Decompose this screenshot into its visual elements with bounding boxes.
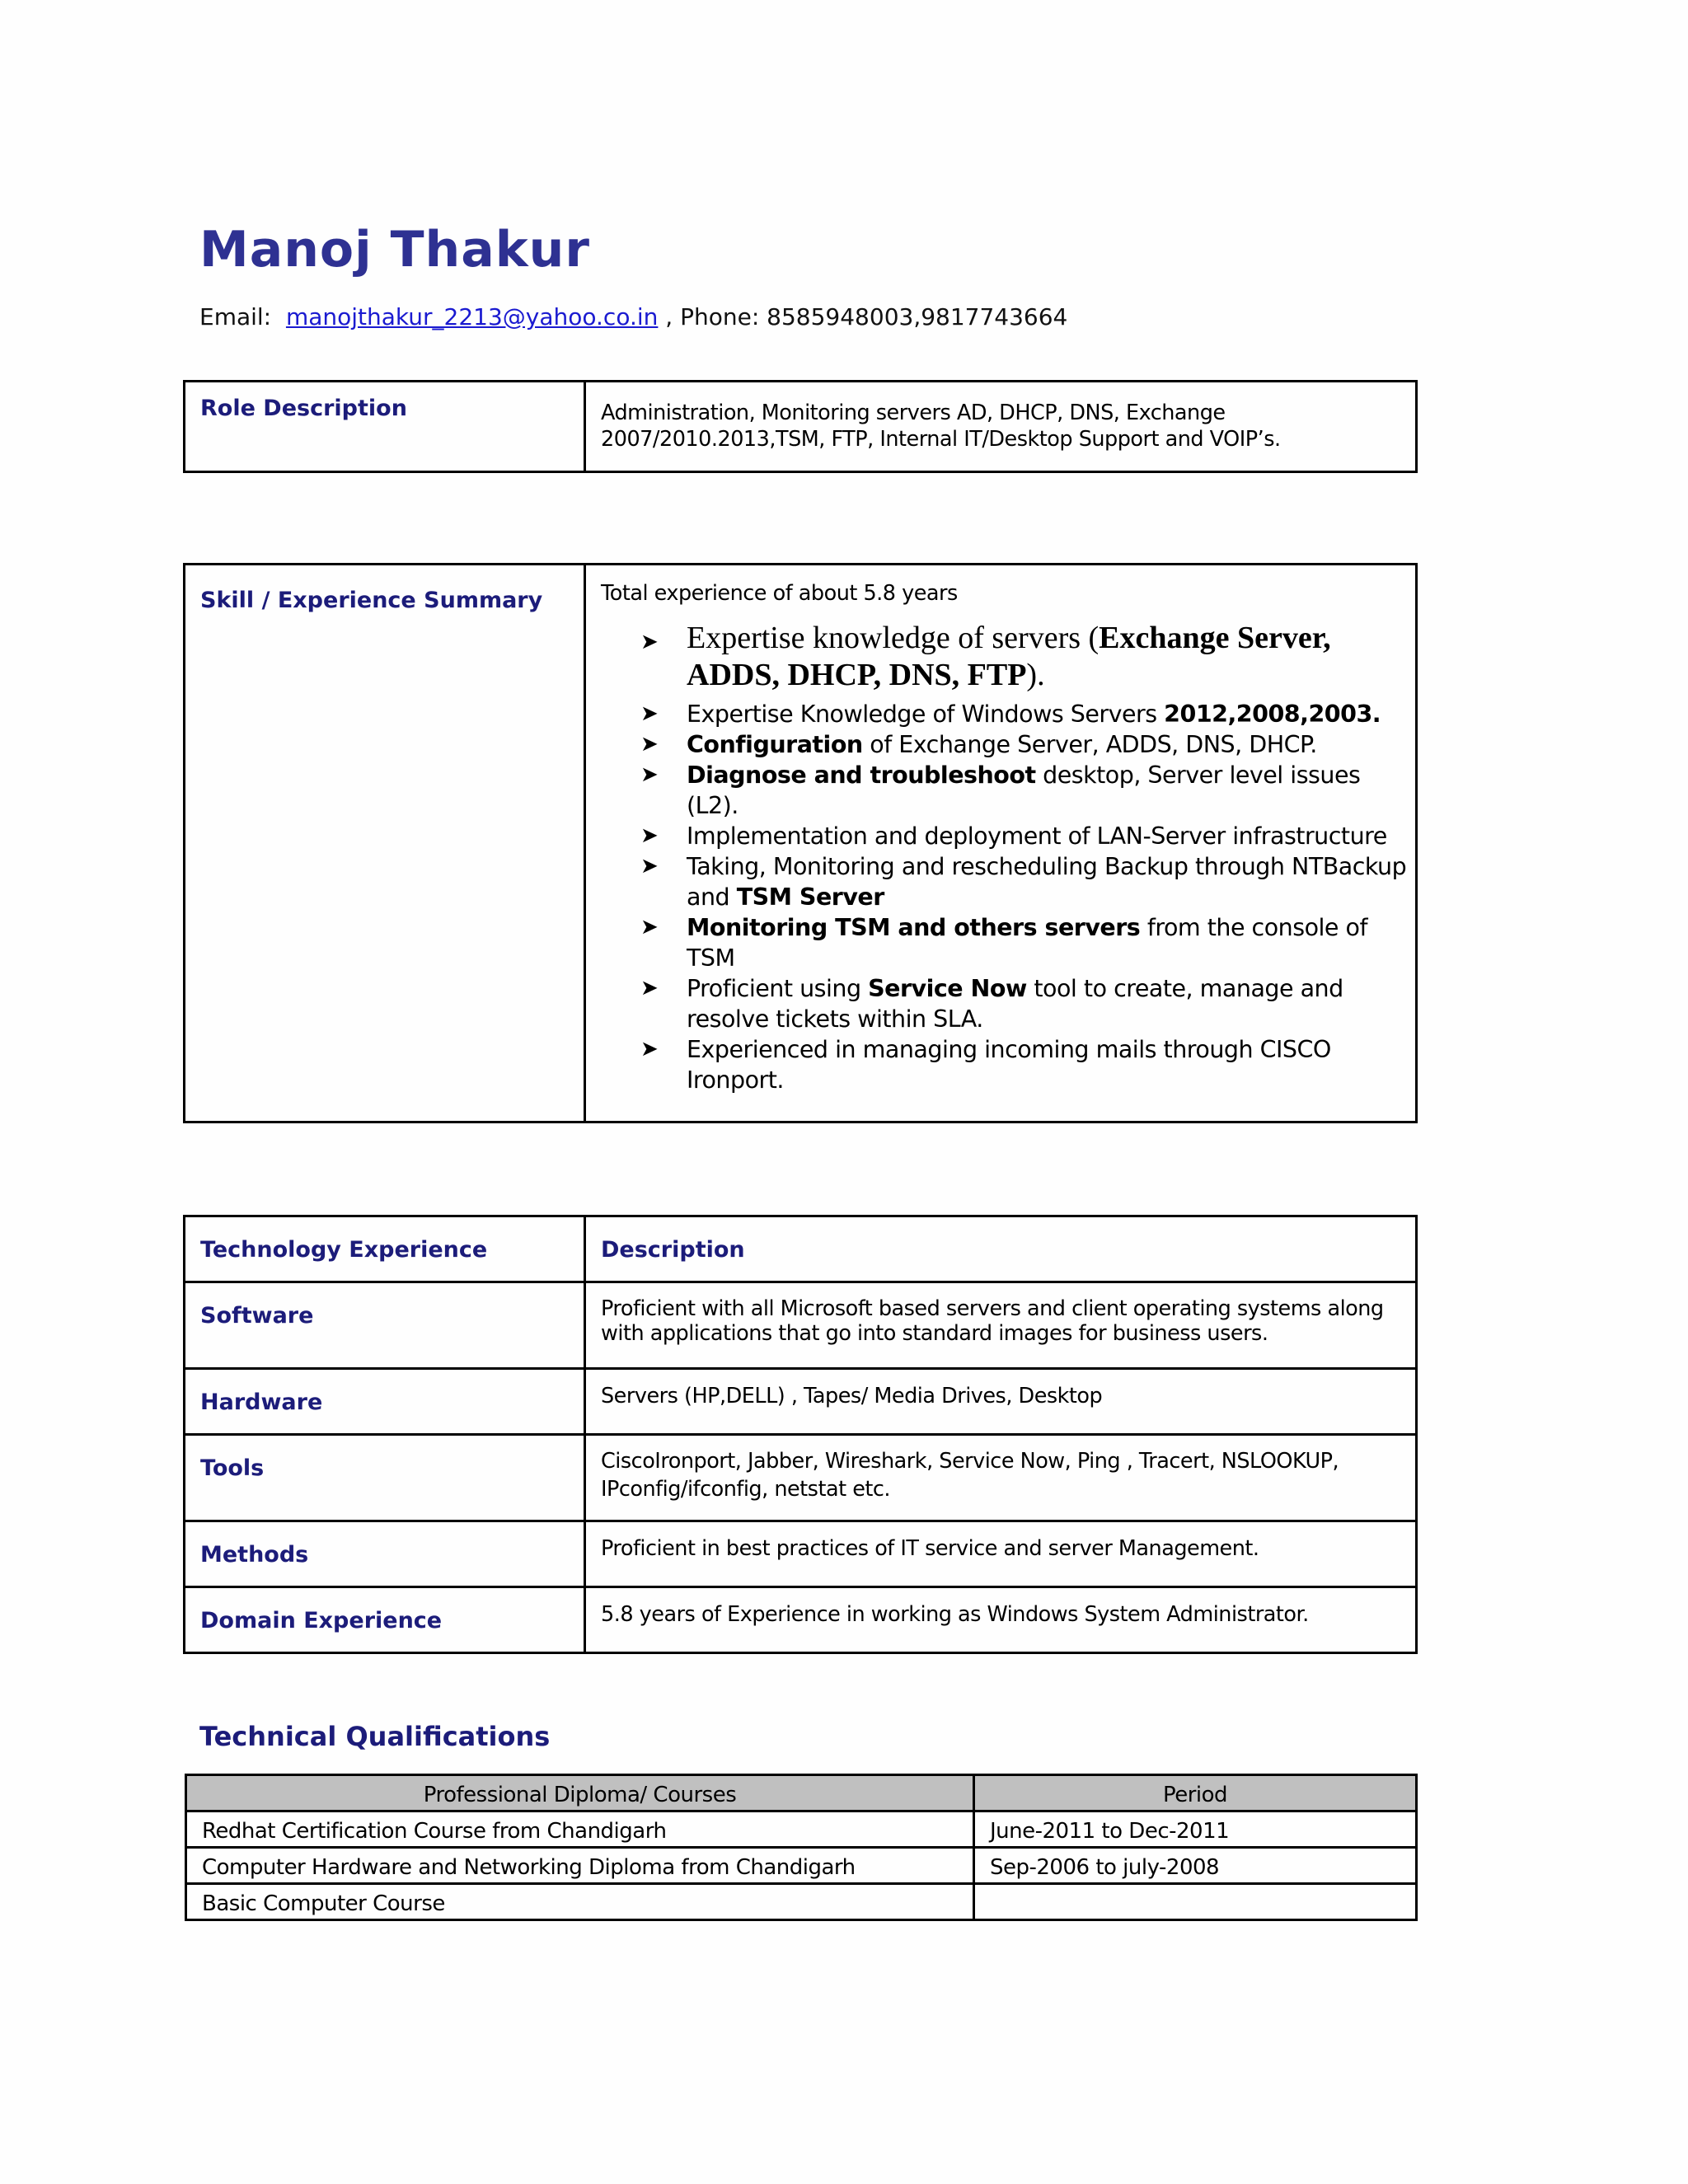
table-row [185,1369,1417,1435]
list-item: ➤ Expertise Knowledge of Windows Servers 2012,2008,2003. [640,701,1381,728]
arrow-bullet-icon: ➤ [640,823,659,848]
arrow-bullet-icon: ➤ [640,1037,659,1062]
row-label-cell [185,1369,585,1435]
row-value-cell [585,1282,1417,1369]
technology-table [183,1215,1418,1654]
course-cell: Redhat Certification Course from Chandigarh [186,1811,974,1848]
row-text: Proficient in best practices of IT service and server Management. [601,1536,1259,1561]
role-line-2: 2007/2010.2013,TSM, FTP, Internal IT/Desktop Support and VOIP’s. [601,427,1281,452]
row-label: Software [200,1303,314,1329]
table-row [185,1521,1417,1587]
contact-line [199,303,1067,330]
total-experience: Total experience of about 5.8 years [601,581,958,606]
skills-list [586,620,1415,1095]
list-item: ➤ Expertise knowledge of servers (Exchange Server, ADDS, DHCP, DNS, FTP). [640,621,1331,692]
row-label-cell [185,1587,585,1653]
row-text: Proficient with all Microsoft based servers and client operating systems along with applications that go into standard images for business users. [601,1296,1384,1346]
row-text: Servers (HP,DELL) , Tapes/ Media Drives, Desktop [601,1384,1103,1408]
email-label: Email: [199,303,272,330]
email-link[interactable]: manojthakur_2213@yahoo.co.in [285,303,659,330]
skills-table [183,563,1418,1123]
row-label-cell [185,1521,585,1587]
row-text: 5.8 years of Experience in working as Windows System Administrator. [601,1602,1309,1627]
skills-value-cell [585,565,1417,1122]
qualifications-table [185,1774,1418,1921]
column-header-period: Period [974,1775,1417,1811]
period-cell: June-2011 to Dec-2011 [974,1811,1417,1848]
arrow-bullet-icon: ➤ [640,701,659,726]
role-table [183,380,1418,473]
candidate-name: Manoj Thakur [199,221,590,279]
list-item: ➤ Diagnose and troubleshoot desktop, Server level issues (L2). [640,762,1361,819]
row-value-cell [585,1369,1417,1435]
role-line-1: Administration, Monitoring servers AD, DHCP, DNS, Exchange [601,401,1226,425]
arrow-bullet-icon: ➤ [640,915,659,940]
row-label-cell [185,1435,585,1521]
row-value-cell [585,1521,1417,1587]
table-row [186,1811,1417,1848]
list-item: ➤ Monitoring TSM and others servers from the console of TSM [640,914,1367,972]
row-label: Domain Experience [200,1608,443,1633]
period-cell [974,1884,1417,1920]
skills-label-cell [185,565,585,1122]
header-cell-right [585,1216,1417,1282]
arrow-bullet-icon: ➤ [640,854,659,879]
phone-value: 8585948003,9817743664 [767,303,1068,330]
table-row [185,1435,1417,1521]
role-value-cell [585,382,1417,472]
row-value-cell [585,1587,1417,1653]
row-label: Methods [200,1542,309,1568]
skills-label: Skill / Experience Summary [200,588,543,613]
role-label: Role Description [200,396,407,421]
list-item: ➤ Implementation and deployment of LAN-Server infrastructure [640,823,1387,850]
row-text: CiscoIronport, Jabber, Wireshark, Service Now, Ping , Tracert, NSLOOKUP, IPconfig/ifconfig, netstat etc. [601,1449,1339,1502]
table-row [186,1848,1417,1884]
list-item: ➤ Configuration of Exchange Server, ADDS, DNS, DHCP. [640,731,1317,758]
arrow-bullet-icon: ➤ [640,630,659,654]
list-item: ➤ Taking, Monitoring and rescheduling Backup through NTBackup and TSM Server [640,853,1407,911]
arrow-bullet-icon: ➤ [640,762,659,787]
arrow-bullet-icon: ➤ [640,732,659,757]
column-header-description: Description [601,1237,745,1263]
course-cell: Computer Hardware and Networking Diploma from Chandigarh [186,1848,974,1884]
column-header-technology: Technology Experience [200,1237,488,1263]
column-header-course: Professional Diploma/ Courses [186,1775,974,1811]
table-header-row [186,1775,1417,1811]
course-cell: Basic Computer Course [186,1884,974,1920]
row-label: Hardware [200,1390,323,1415]
period-cell: Sep-2006 to july-2008 [974,1848,1417,1884]
table-row [186,1884,1417,1920]
table-row [185,1282,1417,1369]
list-item: ➤ Experienced in managing incoming mails through CISCO Ironport. [640,1036,1331,1094]
qualifications-title: Technical Qualifications [199,1721,551,1752]
phone-label: , Phone: [665,303,760,330]
role-label-cell [185,382,585,472]
row-label: Tools [200,1455,265,1481]
table-header-row [185,1216,1417,1282]
table-row [185,1587,1417,1653]
row-value-cell [585,1435,1417,1521]
arrow-bullet-icon: ➤ [640,976,659,1001]
list-item: ➤ Proficient using Service Now tool to create, manage and resolve tickets within SLA. [640,975,1343,1033]
header-cell-left [185,1216,585,1282]
row-label-cell [185,1282,585,1369]
